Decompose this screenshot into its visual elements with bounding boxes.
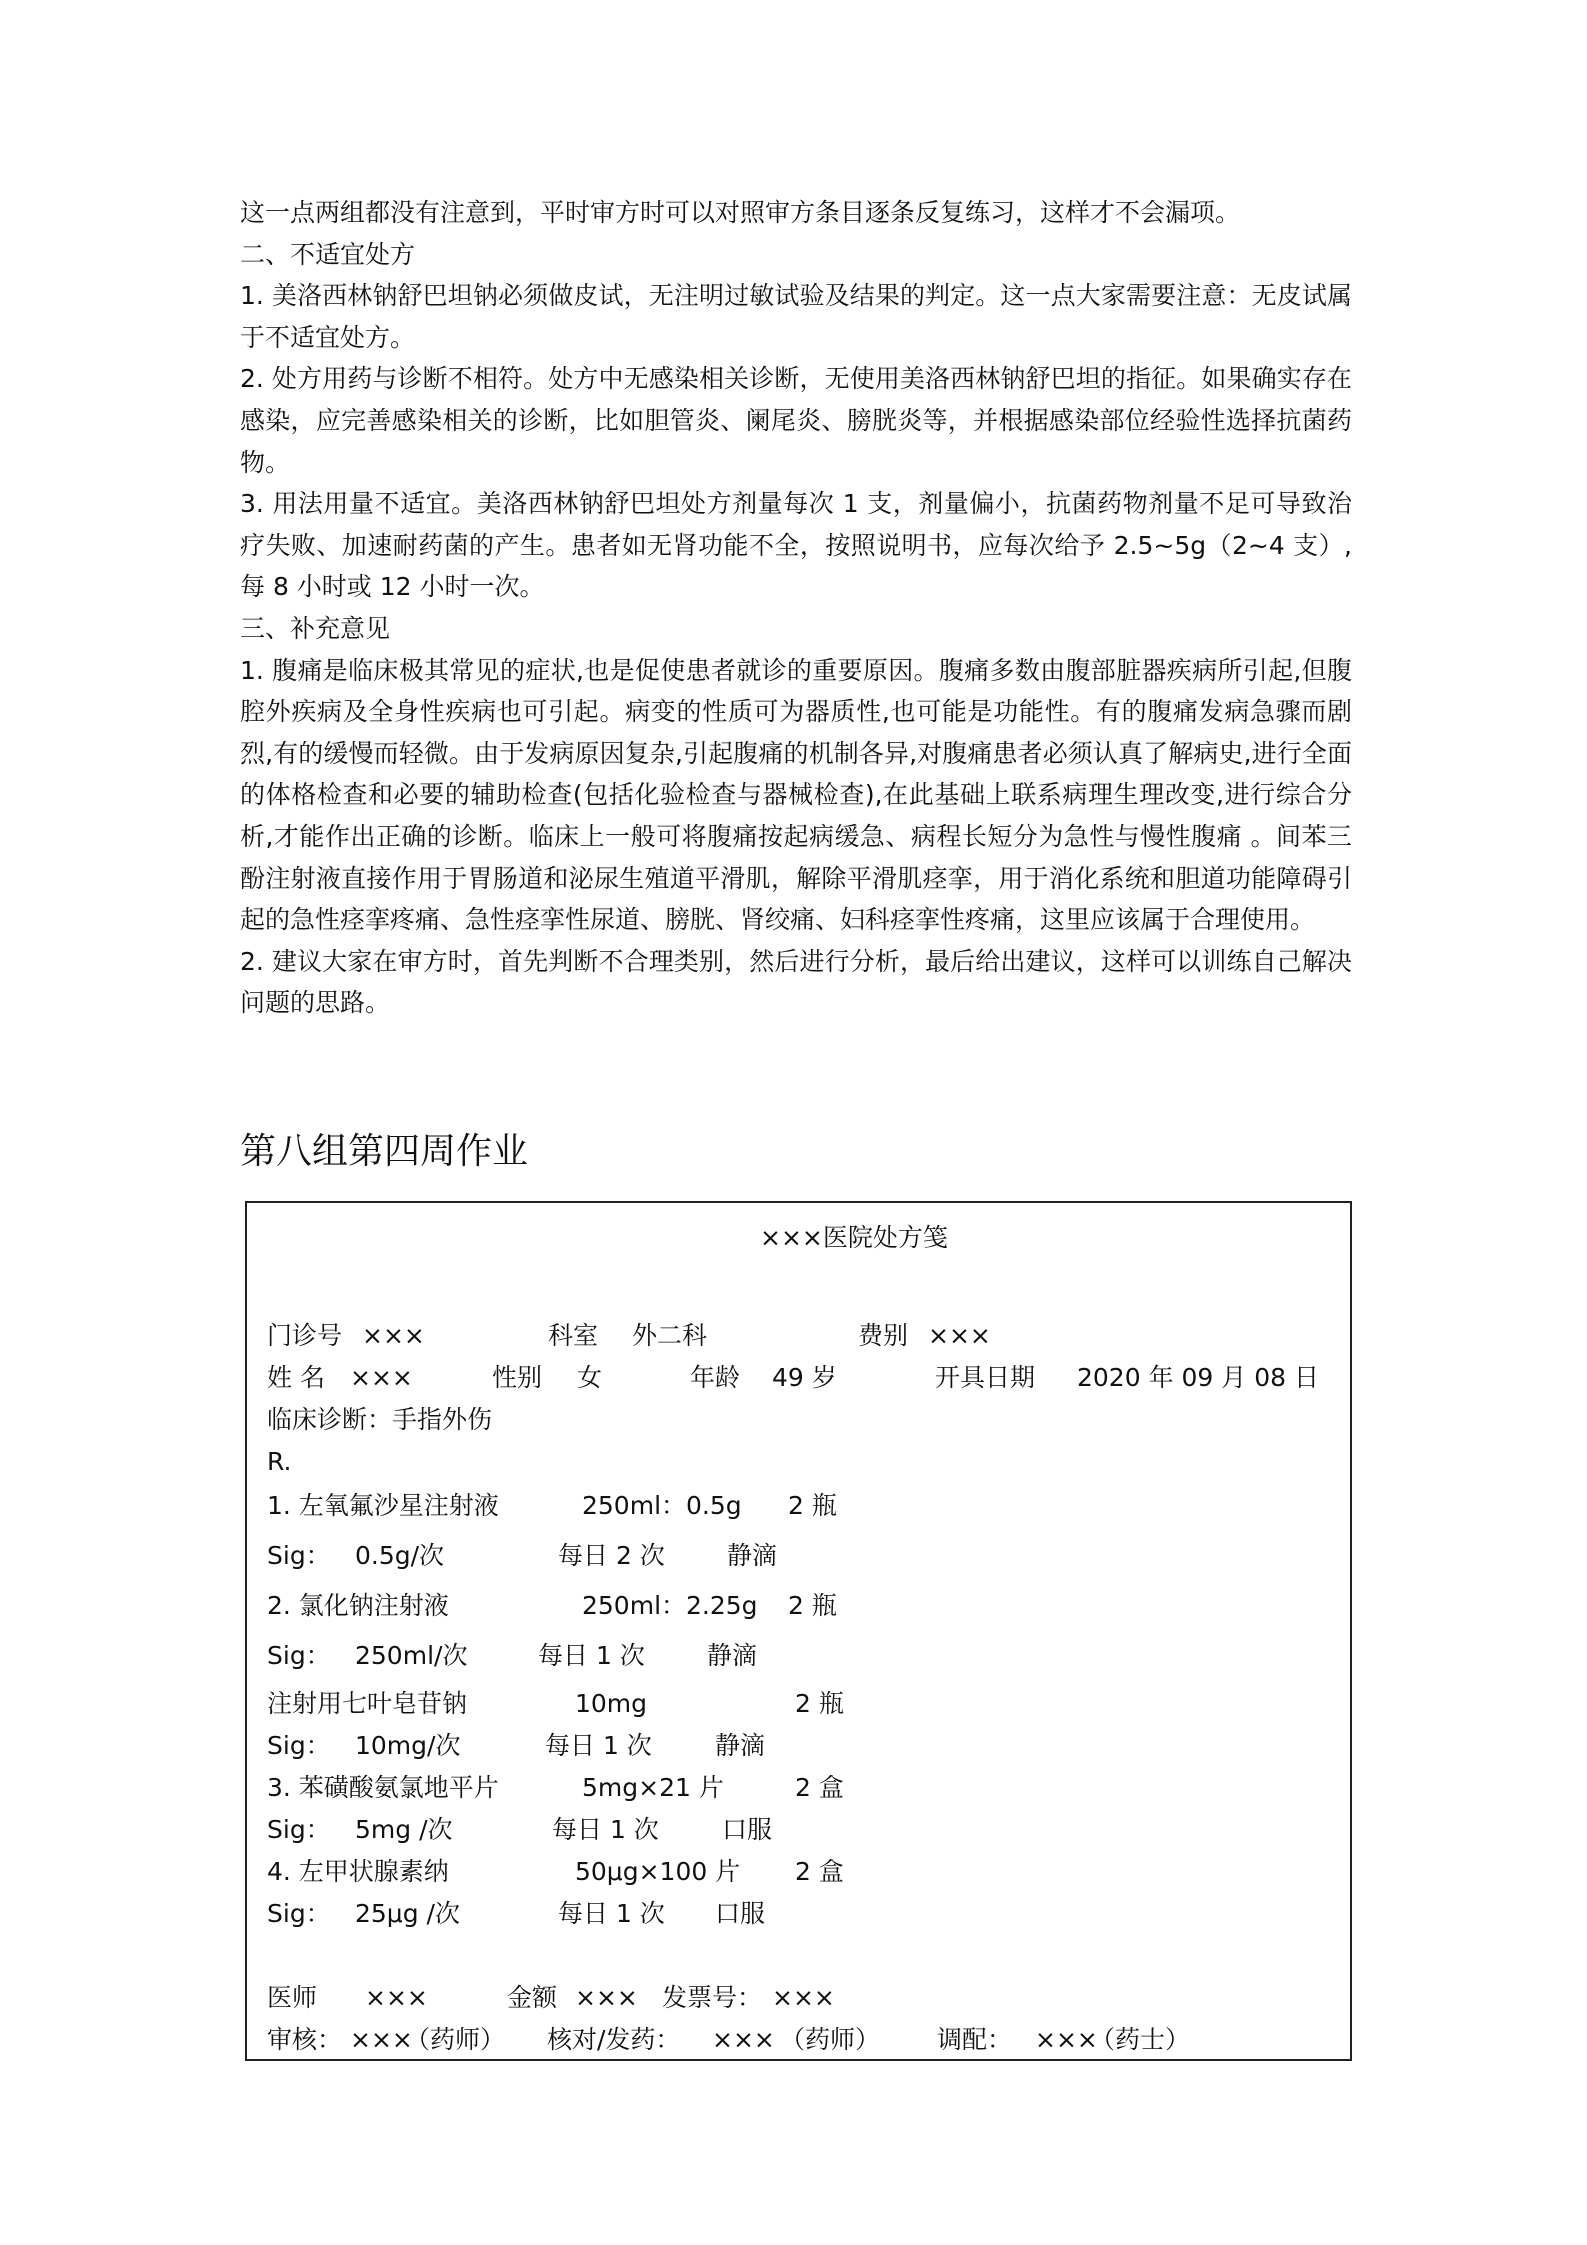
amount-label: 金额 <box>507 1983 558 2012</box>
drug-frequency: 每日 1 次 <box>558 1899 665 1928</box>
drug-dose: 10mg/次 <box>355 1731 461 1760</box>
note-paragraph: 3. 用法用量不适宜。美洛西林钠舒巴坦处方剂量每次 1 支，剂量偏小，抗菌药物剂量不足可导致治疗失败、加速耐药菌的产生。患者如无肾功能不全，按照说明书，应每次给予 2.5~5g（2~4 支）,每 8 小时或 12 小时一次。 <box>240 489 1352 602</box>
drug-spec: 250ml：2.25g <box>582 1591 758 1620</box>
sig-label: Sig： <box>267 1541 331 1570</box>
amount-value: ××× <box>575 1983 638 2012</box>
fee-label: 费别 <box>858 1321 909 1350</box>
drug-route: 口服 <box>722 1815 773 1844</box>
prescription-title: ×××医院处方笺 <box>760 1223 948 1252</box>
drug-frequency: 每日 1 次 <box>545 1731 652 1760</box>
drug-dose: 5mg /次 <box>355 1815 453 1844</box>
drug-dose: 250ml/次 <box>355 1641 468 1670</box>
review-notes <box>240 192 1352 1024</box>
dispense-label: 调配： <box>937 2025 1013 2054</box>
sig-label: Sig： <box>267 1641 331 1670</box>
drug-name: 1. 左氧氟沙星注射液 <box>267 1491 499 1520</box>
section-heading-supplement: 三、补充意见 <box>240 613 391 643</box>
note-paragraph: 1. 美洛西林钠舒巴坦钠必须做皮试，无注明过敏试验及结果的判定。这一点大家需要注意：无皮试属于不适宜处方。 <box>240 281 1352 352</box>
note-paragraph: 这一点两组都没有注意到，平时审方时可以对照审方条目逐条反复练习，这样才不会漏项。 <box>240 198 1241 227</box>
check-label: 核对/发药： <box>547 2025 681 2054</box>
drug-route: 静滴 <box>727 1541 778 1570</box>
drug-quantity: 2 瓶 <box>788 1491 837 1520</box>
drug-name: 3. 苯磺酸氨氯地平片 <box>267 1773 499 1802</box>
drug-route: 静滴 <box>707 1641 758 1670</box>
review-label: 审核： <box>267 2025 343 2054</box>
drug-name: 注射用七叶皂苷钠 <box>267 1689 468 1718</box>
invoice-label: 发票号： <box>662 1983 763 2012</box>
drug-spec: 50μg×100 片 <box>575 1857 741 1886</box>
patient-name-value: ××× <box>350 1363 413 1392</box>
drug-quantity: 2 盒 <box>795 1773 844 1802</box>
review-role: （药师） <box>405 2025 506 2054</box>
doctor-label: 医师 <box>267 1983 318 2012</box>
drug-route: 静滴 <box>715 1731 766 1760</box>
dept-label: 科室 <box>548 1321 599 1350</box>
review-value: ××× <box>350 2025 413 2054</box>
section-title: 第八组第四周作业 <box>240 1131 529 1172</box>
age-value: 49 岁 <box>772 1363 837 1392</box>
drug-spec: 250ml：0.5g <box>582 1491 742 1520</box>
dept-value: 外二科 <box>632 1321 708 1350</box>
clinic-no-value: ××× <box>362 1321 425 1350</box>
rx-symbol: R. <box>267 1447 292 1476</box>
invoice-value: ××× <box>772 1983 835 2012</box>
drug-frequency: 每日 2 次 <box>558 1541 665 1570</box>
sig-label: Sig： <box>267 1731 331 1760</box>
age-label: 年龄 <box>690 1363 741 1392</box>
drug-route: 口服 <box>715 1899 766 1928</box>
clinical-diagnosis: 临床诊断：手指外伤 <box>267 1405 493 1434</box>
drug-dose: 25μg /次 <box>355 1899 460 1928</box>
sex-label: 性别 <box>492 1363 543 1392</box>
drug-frequency: 每日 1 次 <box>538 1641 645 1670</box>
drug-name: 2. 氯化钠注射液 <box>267 1591 449 1620</box>
note-paragraph: 2. 建议大家在审方时，首先判断不合理类别，然后进行分析，最后给出建议，这样可以训练自己解决问题的思路。 <box>240 946 1352 1018</box>
drug-dose: 0.5g/次 <box>355 1541 445 1570</box>
sex-value: 女 <box>577 1363 603 1392</box>
check-value: ××× <box>712 2025 775 2054</box>
drug-frequency: 每日 1 次 <box>552 1815 659 1844</box>
drug-spec: 5mg×21 片 <box>582 1773 724 1802</box>
section-heading-inappropriate: 二、不适宜处方 <box>240 239 416 269</box>
check-role: （药师） <box>780 2025 881 2054</box>
patient-name-label: 姓 名 <box>267 1363 325 1392</box>
date-label: 开具日期 <box>935 1363 1036 1392</box>
drug-quantity: 2 盒 <box>795 1857 844 1886</box>
note-paragraph: 2. 处方用药与诊断不相符。处方中无感染相关诊断，无使用美洛西林钠舒巴坦的指征。如果确实存在感染，应完善感染相关的诊断，比如胆管炎、阑尾炎、膀胱炎等，并根据感染部位经验性选择抗菌药物。 <box>240 364 1352 477</box>
drug-spec: 10mg <box>575 1689 648 1718</box>
fee-value: ××× <box>928 1321 991 1350</box>
drug-quantity: 2 瓶 <box>788 1591 837 1620</box>
note-paragraph: 1. 腹痛是临床极其常见的症状,也是促使患者就诊的重要原因。腹痛多数由腹部脏器疾病所引起,但腹腔外疾病及全身性疾病也可引起。病变的性质可为器质性,也可能是功能性。有的腹痛发病急骤而剧烈,有的缓慢而轻微。由于发病原因复杂,引起腹痛的机制各异,对腹痛患者必须认真了解病史,进行全面的体格检查和必要的辅助检查(包括化验检查与器械检查),在此基础上联系病理生理改变,进行综合分析,才能作出正确的诊断。临床上一般可将腹痛按起病缓急、病程长短分为急性与慢性腹痛 。间苯三酚注射液直接作用于胃肠道和泌尿生殖道平滑肌，解除平滑肌痉挛，用于消化系统和胆道功能障碍引起的急性痉挛疼痛、急性痉挛性尿道、膀胱、肾绞痛、妇科痉挛性疼痛，这里应该属于合理使用。 <box>240 655 1352 935</box>
dispense-role: （药士） <box>1090 2025 1191 2054</box>
sig-label: Sig： <box>267 1815 331 1844</box>
drug-quantity: 2 瓶 <box>795 1689 844 1718</box>
drug-name: 4. 左甲状腺素纳 <box>267 1857 449 1886</box>
sig-label: Sig： <box>267 1899 331 1928</box>
doctor-value: ××× <box>365 1983 428 2012</box>
date-value: 2020 年 09 月 08 日 <box>1077 1363 1319 1392</box>
clinic-no-label: 门诊号 <box>267 1321 343 1350</box>
dispense-value: ××× <box>1035 2025 1098 2054</box>
